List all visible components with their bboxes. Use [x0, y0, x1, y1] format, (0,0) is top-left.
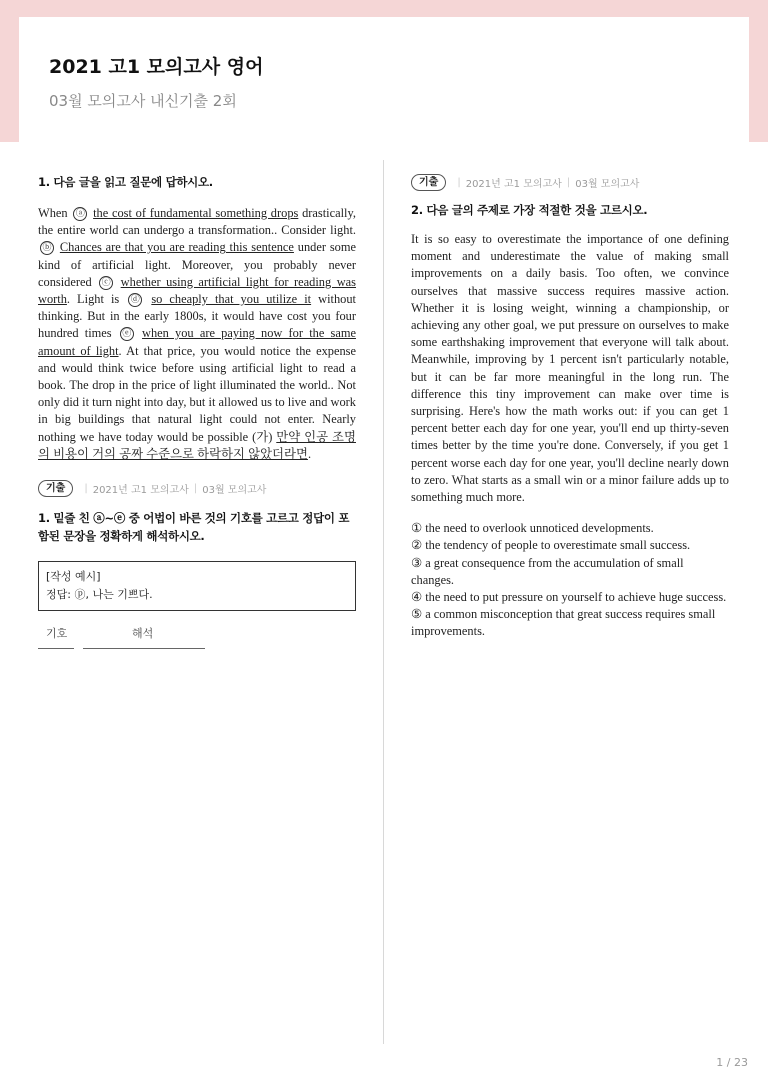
- translation-answer-line[interactable]: [83, 647, 205, 649]
- passage-text: drastically, the entire world can undergo a transformation.. Consider light.: [38, 206, 356, 238]
- right-column: [411, 173, 729, 641]
- marker-c: ⓒ: [99, 276, 113, 290]
- source-month: 03월 모의고사: [202, 484, 267, 496]
- passage-text: . At that price, you would notice the expense and would think twice before using artificial light to read a book. The drop in the price of light illuminated the world.. Not only did it turn night into day, but it allowed us to live and work in big buildings that natural light could not enter. Nearly nothing we have today would be possible (가): [38, 343, 356, 444]
- question-1-passage: [38, 205, 356, 463]
- example-label: [작성 예시]: [46, 570, 101, 584]
- source-tag: [38, 479, 356, 497]
- separator: |: [193, 482, 198, 494]
- document-title: 2021 고1 모의고사 영어: [49, 56, 264, 78]
- sub-question-title: 1. 밑줄 친 ⓐ~ⓔ 중 어법이 바른 것의 기호를 고르고 정답이 포함된 문장을 정확하게 해석하시오.: [38, 511, 350, 544]
- underlined-ga: 만약 인공 조명의 비용이 거의 공짜 수준으로 하락하지 않았더라면: [38, 429, 356, 461]
- source-month: 03월 모의고사: [575, 178, 640, 190]
- underlined-b: Chances are that you are reading this sentence: [59, 240, 294, 255]
- question-1-title: 1. 다음 글을 읽고 질문에 답하시오.: [38, 175, 213, 189]
- separator: |: [84, 482, 88, 494]
- passage-text: under some kind of artificial light. Moreover, you probably never considered: [38, 240, 356, 289]
- document-subtitle: 03월 모의고사 내신기출 2회: [49, 92, 237, 110]
- symbol-answer-line[interactable]: [38, 647, 74, 649]
- page-number: 1 / 23: [716, 1056, 748, 1069]
- translation-label: 해석: [132, 627, 154, 641]
- question-2-title: 2. 다음 글의 주제로 가장 적절한 것을 고르시오.: [411, 203, 648, 217]
- source-badge: 기출: [38, 480, 73, 497]
- answer-options: [411, 520, 729, 640]
- marker-d: ⓓ: [128, 293, 142, 307]
- underlined-a: the cost of fundamental something drops: [93, 206, 299, 220]
- option-2[interactable]: ② the tendency of people to overestimate small success.: [411, 538, 691, 553]
- header-card: [19, 17, 749, 142]
- underlined-e: when you are paying now for the same amount of light: [38, 326, 356, 358]
- option-4[interactable]: ④ the need to put pressure on yourself to achieve huge success.: [411, 590, 727, 605]
- passage-text: .: [307, 446, 312, 461]
- marker-b: ⓑ: [40, 241, 54, 255]
- passage-text: without thinking. But in the early 1800s, it would have cost you four hundred times: [38, 292, 356, 341]
- question-2-passage: It is so easy to overestimate the importance of one defining moment and underestimate the value of making small improvements on a daily basis. Too often, we convince ourselves that massive success requires massive action. Whether it is losing weight, winning a championship, or achieving any other goal, we put pressure on ourselves to make some earthshaking improvement that everyone will talk about. Meanwhile, improving by 1 percent isn't particularly notable, but it can be far more meaningful in the long run. The difference this tiny improvement can make over time is surprising. Here's how the math works out: if you can get 1 percent better each day for one year, you'll end up thirty-seven times better by the time you're done. Conversely, if you get 1 percent worse each day for one year, you'll decline nearly down to zero. What starts as a small win or a minor failure adds up to something much more.: [411, 232, 729, 505]
- separator: |: [457, 176, 461, 188]
- left-column: [38, 173, 356, 649]
- marker-e: ⓔ: [120, 327, 134, 341]
- source-tag: [411, 173, 729, 191]
- underlined-d: so cheaply that you utilize it: [151, 292, 312, 307]
- marker-a: ⓐ: [73, 207, 87, 221]
- answer-labels: [38, 625, 356, 641]
- example-box: [38, 561, 356, 611]
- example-answer: 정답: ⓟ, 나는 기쁘다.: [46, 588, 153, 602]
- symbol-label: 기호: [46, 627, 68, 641]
- passage-text: . Light is: [66, 292, 127, 307]
- answer-lines: [38, 647, 356, 649]
- passage-text: When: [38, 206, 72, 220]
- source-exam: 2021년 고1 모의고사: [92, 484, 189, 496]
- option-5[interactable]: ⑤ a common misconception that great success requires small improvements.: [411, 607, 716, 639]
- source-exam: 2021년 고1 모의고사: [465, 178, 562, 190]
- underlined-c: whether using artificial light for reading was worth: [38, 274, 356, 307]
- column-divider: [383, 160, 384, 1044]
- option-1[interactable]: ① the need to overlook unnoticed developments.: [411, 521, 654, 536]
- source-badge: 기출: [411, 174, 446, 191]
- separator: |: [566, 176, 571, 188]
- option-3[interactable]: ③ a great consequence from the accumulation of small changes.: [411, 555, 684, 587]
